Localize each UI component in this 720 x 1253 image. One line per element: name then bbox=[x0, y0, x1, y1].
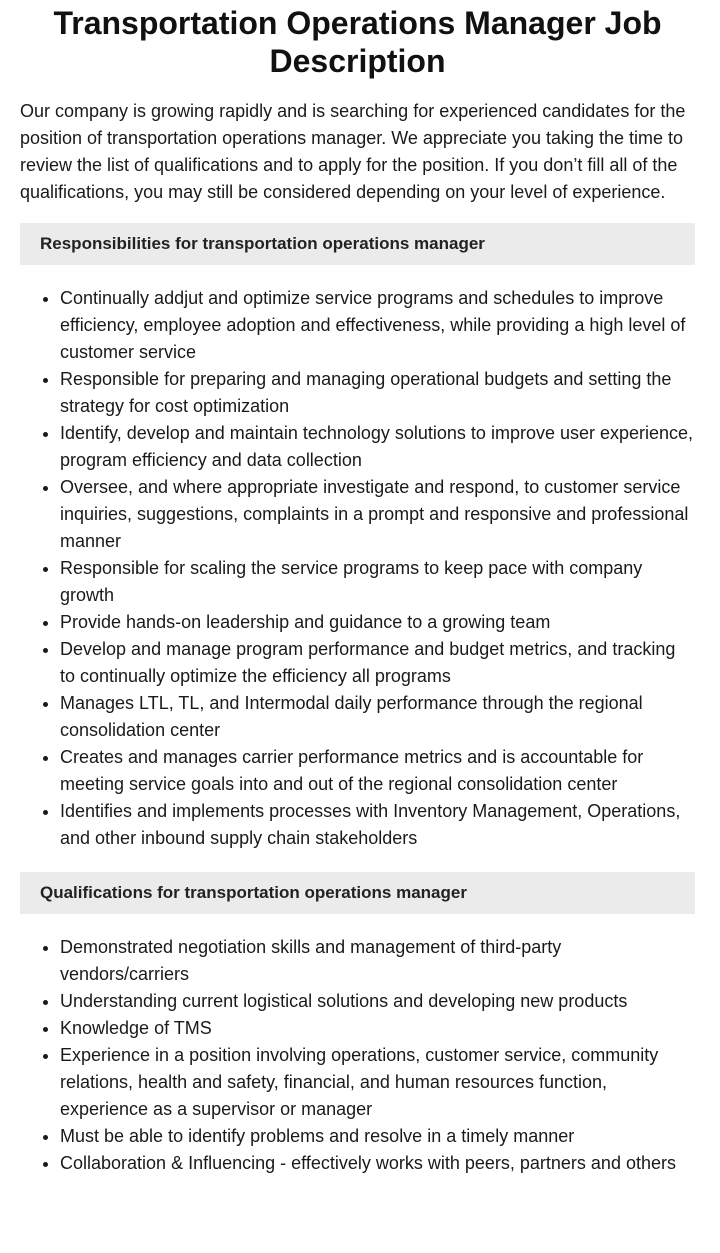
list-item: • Demonstrated negotiation skills and management of third-party vendors/carriers bbox=[60, 934, 695, 988]
list-item: • Must be able to identify problems and resolve in a timely manner bbox=[60, 1123, 695, 1150]
list-item: • Knowledge of TMS bbox=[60, 1015, 695, 1042]
list-item: • Identifies and implements processes with Inventory Management, Operations, and other inbound supply chain stakeholders bbox=[60, 798, 695, 852]
list-item: • Provide hands-on leadership and guidance to a growing team bbox=[60, 609, 695, 636]
list-item: • Creates and manages carrier performance metrics and is accountable for meeting service goals into and out of the regional consolidation center bbox=[60, 744, 695, 798]
page-title: Transportation Operations Manager Job Description bbox=[53, 5, 662, 79]
intro-paragraph: Our company is growing rapidly and is searching for experienced candidates for the position of transportation operations manager. We appreciate you taking the time to review the list of qualifications and to apply for the position. If you don’t fill all of the qualifications, you may still be considered depending on your level of experience. bbox=[20, 101, 686, 202]
list-item: • Experience in a position involving operations, customer service, community relations, health and safety, financial, and human resources function, experience as a supervisor or manager bbox=[60, 1042, 695, 1123]
list-item: • Identify, develop and maintain technology solutions to improve user experience, program efficiency and data collection bbox=[60, 420, 695, 474]
list-item: • Develop and manage program performance and budget metrics, and tracking to continually optimize the efficiency all programs bbox=[60, 636, 695, 690]
qualifications-heading: Qualifications for transportation operations manager bbox=[20, 872, 695, 914]
list-item: • Collaboration & Influencing - effectively works with peers, partners and others bbox=[60, 1150, 695, 1177]
list-item: • Responsible for scaling the service programs to keep pace with company growth bbox=[60, 555, 695, 609]
list-item: • Continually addjut and optimize service programs and schedules to improve efficiency, employee adoption and effectiveness, while providing a high level of customer service bbox=[60, 285, 695, 366]
qualifications-list bbox=[20, 934, 695, 1177]
list-item: • Understanding current logistical solutions and developing new products bbox=[60, 988, 695, 1015]
list-item: • Oversee, and where appropriate investigate and respond, to customer service inquiries, suggestions, complaints in a prompt and responsive and professional manner bbox=[60, 474, 695, 555]
job-description bbox=[0, 4, 720, 1177]
list-item: • Responsible for preparing and managing operational budgets and setting the strategy for cost optimization bbox=[60, 366, 695, 420]
list-item: • Manages LTL, TL, and Intermodal daily performance through the regional consolidation center bbox=[60, 690, 695, 744]
responsibilities-heading: Responsibilities for transportation operations manager bbox=[20, 223, 695, 265]
responsibilities-list bbox=[20, 285, 695, 852]
